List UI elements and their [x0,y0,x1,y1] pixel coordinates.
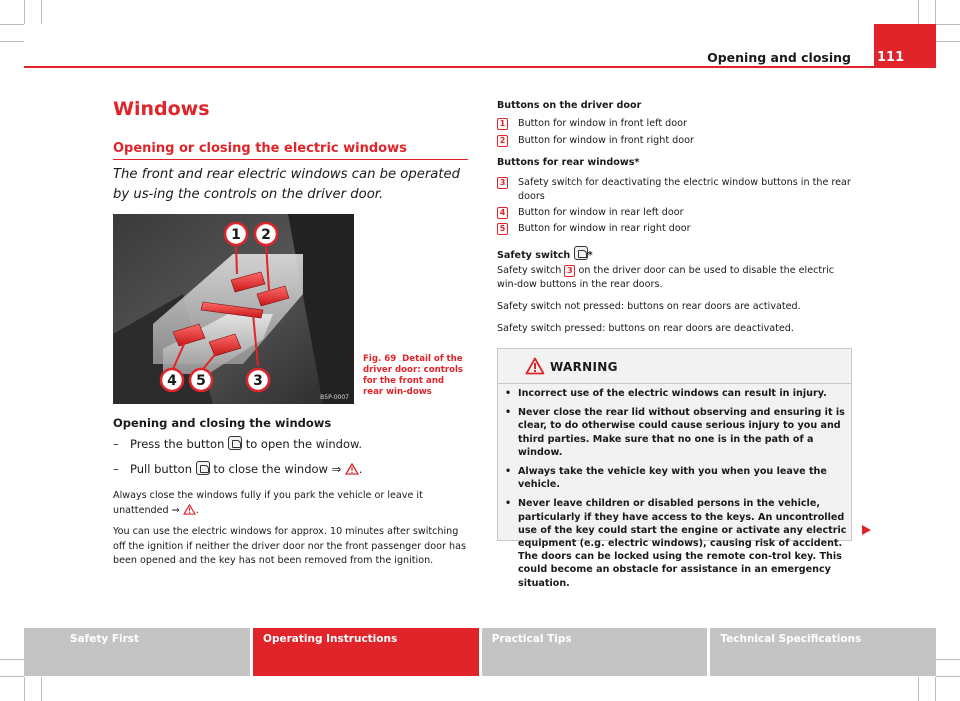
crop-mark [935,0,936,24]
warning-ref-icon[interactable] [345,463,359,475]
ignition-note: You can use the electric windows for approx. 10 minutes after switching off the ignition if neither the driver door nor the front passenger door has been opened and the key has not been removed from the ignition. [113,526,466,566]
item-text: Button for window in rear right door [518,223,691,234]
safety-switch-heading-text: Safety switch [497,250,571,261]
footer-tab-operating-instructions[interactable]: Operating Instructions [253,628,479,676]
rear-buttons-heading: Buttons for rear windows* [497,157,640,168]
crop-mark [24,0,25,24]
step-open-text-after: to open the window. [245,437,363,451]
crop-mark [41,0,42,24]
crop-mark [41,677,42,701]
operation-heading: Opening and closing the windows [113,416,332,430]
figure-caption-text: Detail of the driver door: controls for the front and rear win-dows [363,354,464,397]
intro-text: The front and rear electric windows can be operated by us-ing the controls on the driver door. [113,167,461,202]
step-open-text-before: Press the button [130,437,225,451]
item-text: Button for window in front right door [518,135,694,146]
list-item [497,206,852,220]
safety-switch-heading [497,246,593,261]
safety-switch-text-after: on the driver door can be used to disable the electric win-dow buttons in the rear doors. [497,265,835,290]
page-number: 111 [877,50,905,65]
section-title: Windows [113,98,210,120]
warning-icon [525,357,545,375]
safety-switch-text-before: Safety switch [497,265,562,276]
list-item [497,176,852,204]
footer-tabs [24,628,936,676]
safety-switch-pressed: Safety switch pressed: buttons on rear doors are deactivated. [497,323,794,334]
step-open: – Press the button to open the window. [113,437,363,451]
optional-marker: * [587,250,593,261]
warning-title: WARNING [550,360,618,374]
close-windows-note-text: Always close the windows fully if you park the vehicle or leave it unattended ⇒ [113,490,423,516]
item-text: Button for window in front left door [518,118,687,129]
footer-tab-practical-tips[interactable]: Practical Tips [482,628,708,676]
footer-tab-safety-first[interactable]: Safety First [24,628,250,676]
close-windows-note: Always close the windows fully if you park the vehicle or leave it unattended ⇒ . [113,490,423,516]
item-number: 5 [497,223,508,235]
crop-mark [0,24,24,25]
item-number: 3 [497,177,508,189]
window-controls-figure [113,214,354,404]
figure-label: Fig. 69 [363,354,397,364]
image-code: B5P-0007 [320,394,349,401]
crop-mark [918,677,919,701]
item-number: 2 [497,135,508,147]
warning-item: • Always take the vehicle key with you when you leave the vehicle. [504,465,847,491]
crop-mark [936,24,960,25]
safety-switch-icon [574,246,588,260]
header-rule [24,66,936,68]
window-button-icon [228,436,242,450]
item-text: Button for window in rear left door [518,207,684,218]
subsection-title: Opening or closing the electric windows [113,141,407,156]
item-number: 1 [497,118,508,130]
warning-ref-icon[interactable] [183,504,196,515]
item-number: 3 [564,265,575,277]
callout-2-label: 2 [261,227,271,243]
callout-5-label: 5 [196,373,206,389]
crop-mark [0,659,24,660]
crop-mark [0,41,24,42]
driver-buttons-heading: Buttons on the driver door [497,100,642,111]
warning-list [504,387,847,596]
callout-3-label: 3 [253,373,263,389]
warning-header [498,349,851,384]
crop-mark [24,677,25,701]
crop-mark [936,659,960,660]
step-close-text-after: to close the window ⇒ [213,462,342,476]
callout-4-label: 4 [167,373,177,389]
crop-mark [936,41,960,42]
crop-mark [0,676,24,677]
crop-mark [918,0,919,24]
running-header: Opening and closing [707,50,851,65]
list-item [497,117,852,131]
subsection-rule [113,159,468,160]
warning-item: • Incorrect use of the electric windows can result in injury. [504,387,847,400]
callout-1-label: 1 [231,227,241,243]
list-item [497,222,852,236]
crop-mark [936,676,960,677]
list-item [497,134,852,148]
safety-switch-not-pressed: Safety switch not pressed: buttons on rear doors are activated. [497,301,801,312]
crop-mark [935,677,936,701]
step-close: – Pull button to close the window ⇒ . [113,462,363,476]
footer-tab-technical-specifications[interactable]: Technical Specifications [710,628,936,676]
warning-item: • Never leave children or disabled persons in the vehicle, particularly if they have access to the keys. An uncontrolled use of the key could start the engine or activate any electric equipment (e.g. electric windows), causing risk of accident. The doors can be locked using the remote con-trol key. This could become an obstacle for assistance in an emergency situation. [504,497,847,589]
continued-arrow-icon [860,524,872,536]
item-text: Safety switch for deactivating the electric window buttons in the rear doors [518,177,851,202]
window-button-icon [196,461,210,475]
item-number: 4 [497,207,508,219]
warning-item: • Never close the rear lid without observing and ensuring it is clear, to do otherwise could cause serious injury to you and third parties. Make sure that no one is in the path of a window. [504,406,847,459]
step-close-text-before: Pull button [130,462,192,476]
figure-caption [363,354,467,398]
warning-box [497,348,852,589]
safety-switch-description [497,264,852,292]
door-panel-illustration [113,214,354,404]
